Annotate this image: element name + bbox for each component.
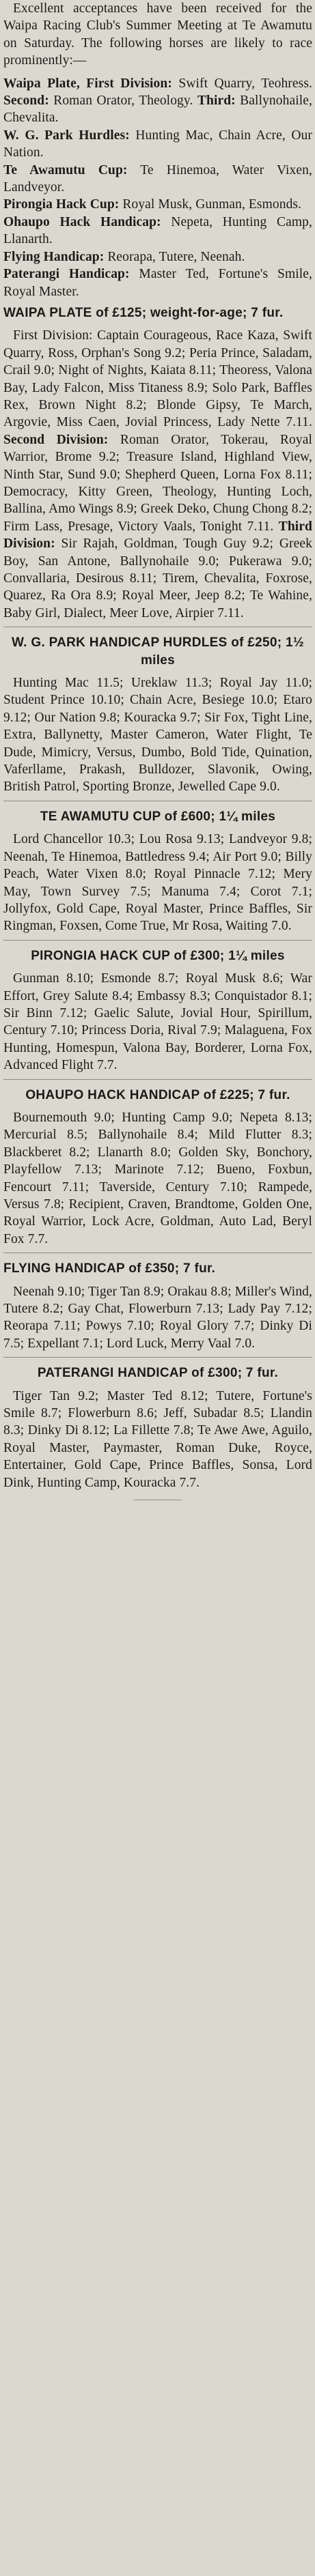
intro-text: Excellent acceptances have been received for the Waipa Racing Club's Summer Meeting at Te Awamutu on Saturday. The following horses are likely to race prominently:— — [3, 1, 312, 68]
section-body-flying: Neenah 9.10; Tiger Tan 8.9; Orakau 8.8; Miller's Wind, Tutere 8.2; Gay Chat, Flowerburn 7.13; Lady Pay 7.12; Reorapa 7.11; Powys 7.10; Royal Glory 7.7; Dinky Di 7.5; Expellant 7.1; Lord Luck, Merry Vaal 7.0. — [3, 1284, 312, 1351]
section-body-teawamutu: Lord Chancellor 10.3; Lou Rosa 9.13; Landveyor 9.8; Neenah, Te Hinemoa, Battledress 9.4; Air Port 9.0; Billy Peach, Water Vixen 8.0; Royal Pinnacle 7.12; Mery May, Town Survey 7.5; Manuma 7.4; Corot 7.1; Jollyfox, Gold Cape, Royal Master, Prince Baffles, Sir Ringman, Foxsen, Come True, Mr Rosa, Waiting 7.0. — [3, 832, 312, 934]
summary-line-waipa — [3, 75, 312, 127]
section-heading-pirongia: PIRONGIA HACK CUP of £300; 1¼ miles — [31, 948, 285, 963]
section-divider — [3, 1357, 312, 1358]
race-picks: Reorapa, Tutere, Neenah. — [104, 249, 245, 264]
summary-line-wgpark — [3, 127, 312, 162]
race-label: Flying Handicap: — [3, 249, 105, 264]
race-picks: Swift Quarry, Teohress. — [172, 76, 312, 91]
spacer — [3, 1278, 312, 1283]
section-body-paterangi: Tiger Tan 9.2; Master Ted 8.12; Tutere, Fortune's Smile 8.7; Flowerburn 8.6; Jeff, Subadar 8.5; Llandin 8.3; Dinky Di 8.12; La Fillette 7.8; Te Awe Awe, Aguilo, Royal Master, Paymaster, Roman Duke, Royce, Entertainer, Gold Cape, Prince Baffles, Sonsa, Lord Dink, Hunting Camp, Kouracka 7.7. — [3, 1388, 312, 1490]
race-label: Pirongia Hack Cup: — [3, 197, 120, 212]
division-text: First Division: — [13, 328, 93, 343]
division-label: Third: — [197, 94, 236, 109]
spacer — [3, 70, 312, 75]
division-text: Sir Rajah, Goldman, Tough Guy 9.2; Greek Boy, San Antone, Ballynohaile 9.0; Pukerawa 9.0; Convallaria, Desirous 8.11; Tirem, Chevalita, Foxrose, Quarez, Ra Ora 8.9; Royal Meer, Jeep 8.2; Te Wahine, Baby Girl, Dialect, Meer Love, Airpier 7.11. — [3, 536, 312, 620]
race-label: W. G. Park Hurdles: — [3, 128, 130, 143]
summary-line-ohaupo — [3, 214, 312, 248]
intro-paragraph — [3, 0, 312, 70]
section-divider — [3, 940, 312, 941]
summary-line-pirongia — [3, 196, 312, 213]
division-label: Second Division: — [3, 432, 109, 447]
race-picks: Nepeta, Hunting Camp, Llanarth. — [3, 214, 312, 247]
section-heading-flying: FLYING HANDICAP of £350; 7 fur. — [3, 1261, 216, 1276]
section-body-ohaupo: Bournemouth 9.0; Hunting Camp 9.0; Nepeta 8.13; Mercurial 8.5; Ballynohaile 8.4; Mild Flutter 8.3; Blackberet 8.2; Llanarth 8.0; Golden Sky, Bonchory, Playfellow 7.13; Marinote 7.12; Bueno, Foxbun, Fencourt 7.11; Taverside, Century 7.10; Rampede, Versus 7.8; Recipient, Craven, Brandtome, Golden One, Royal Warrior, Lock Acre, Goldman, Auto Lad, Beryl Fox 7.7. — [3, 1110, 312, 1246]
spacer — [3, 964, 312, 970]
race-picks: Hunting Mac, Chain Acre, Our Nation. — [3, 128, 312, 160]
division-text: Captain Courageous, Race Kaza, Swift Quarry, Ross, Orphan's Song 9.2; Peria Prince, Saladam, Crail 9.0; Night of Nights, Kaiata 8.11; Theoress, Valona Bay, Lady Falcon, Miss Titaness 8.9; Solo Park, Baffles Rex, Brown Night 8.2; Blonde Gipsy, Te March, Argovie, Miss Caen, Jovial Princess, Lady Nette 7.11. — [3, 328, 313, 430]
spacer — [3, 1104, 312, 1109]
section-heading-paterangi: PATERANGI HANDICAP of £300; 7 fur. — [37, 1366, 279, 1381]
section-heading-ohaupo: OHAUPO HACK HANDICAP of £225; 7 fur. — [25, 1087, 290, 1102]
section-divider — [3, 1079, 312, 1080]
race-label: Paterangi Handicap: — [3, 267, 130, 282]
section-body-waipa — [3, 327, 312, 622]
summary-line-teawamutu — [3, 162, 312, 197]
race-picks: Master Ted, Fortune's Smile, Royal Master. — [3, 267, 312, 299]
race-label: Te Awamutu Cup: — [3, 162, 128, 177]
division-label: Second: — [3, 94, 49, 109]
race-label: Ohaupo Hack Handicap: — [3, 214, 161, 229]
section-body-pirongia: Gunman 8.10; Esmonde 8.7; Royal Musk 8.6; War Effort, Grey Salute 8.4; Embassy 8.3; Conquistador 8.1; Sir Binn 7.12; Gaelic Salute, Jovial Hour, Spirillum, Century 7.10; Princess Doria, Rival 7.9; Malaguena, Fox Hunting, Homespun, Valona Bay, Borderer, Lorna Fox, Advanced Flight 7.7. — [3, 971, 312, 1073]
spacer — [3, 1382, 312, 1388]
race-picks: Royal Musk, Gunman, Esmonds. — [119, 197, 302, 212]
spacer — [3, 321, 312, 327]
summary-line-paterangi — [3, 266, 312, 300]
section-body-wgpark: Hunting Mac 11.5; Ureklaw 11.3; Royal Jay 11.0; Student Prince 10.10; Chain Acre, Besiege 10.0; Etaro 9.12; Our Nation 9.8; Kouracka 9.7; Sir Fox, Tight Line, Extra, Ballynetty, Master Cameron, Water Flight, Te Dude, Mimicry, Versus, Dumbo, Bold Tide, Quination, Vaferllame, Prakash, Bulldozer, Slavonik, Owing, British Patrol, Sporting Bronze, Jewelled Cape 9.0. — [3, 676, 312, 795]
section-heading-waipa: WAIPA PLATE of £125; weight-for-age; 7 fur. — [3, 305, 284, 320]
section-heading-teawamutu: TE AWAMUTU CUP of £600; 1¼ miles — [40, 809, 276, 824]
race-picks: Te Hinemoa, Water Vixen, Landveyor. — [3, 162, 312, 195]
spacer — [3, 825, 312, 831]
division-text: Roman Orator, Tokerau, Royal Warrior, Brome 9.2; Treasure Island, Highland View, Ninth Star, Sund 9.0; Shepherd Queen, Lorna Fox 8.11; Democracy, Kitty Green, Theology, Hunting Loch, Ballina, Amo Wings 8.9; Greek Deko, Chung Chong 8.2; Firm Lass, Presage, Victory Vaals, Tonight 7.11. — [3, 432, 312, 534]
division-picks: Roman Orator, Theology. — [49, 94, 197, 109]
spacer — [3, 669, 312, 674]
summary-line-flying — [3, 248, 312, 266]
division-label: Third Division: — [3, 519, 312, 552]
section-heading-wgpark: W. G. PARK HANDICAP HURDLES of £250; 1½ miles — [11, 635, 304, 668]
division-picks: Ballynohaile, Chevalita. — [3, 94, 313, 126]
race-label: Waipa Plate, First Division: — [3, 76, 172, 91]
